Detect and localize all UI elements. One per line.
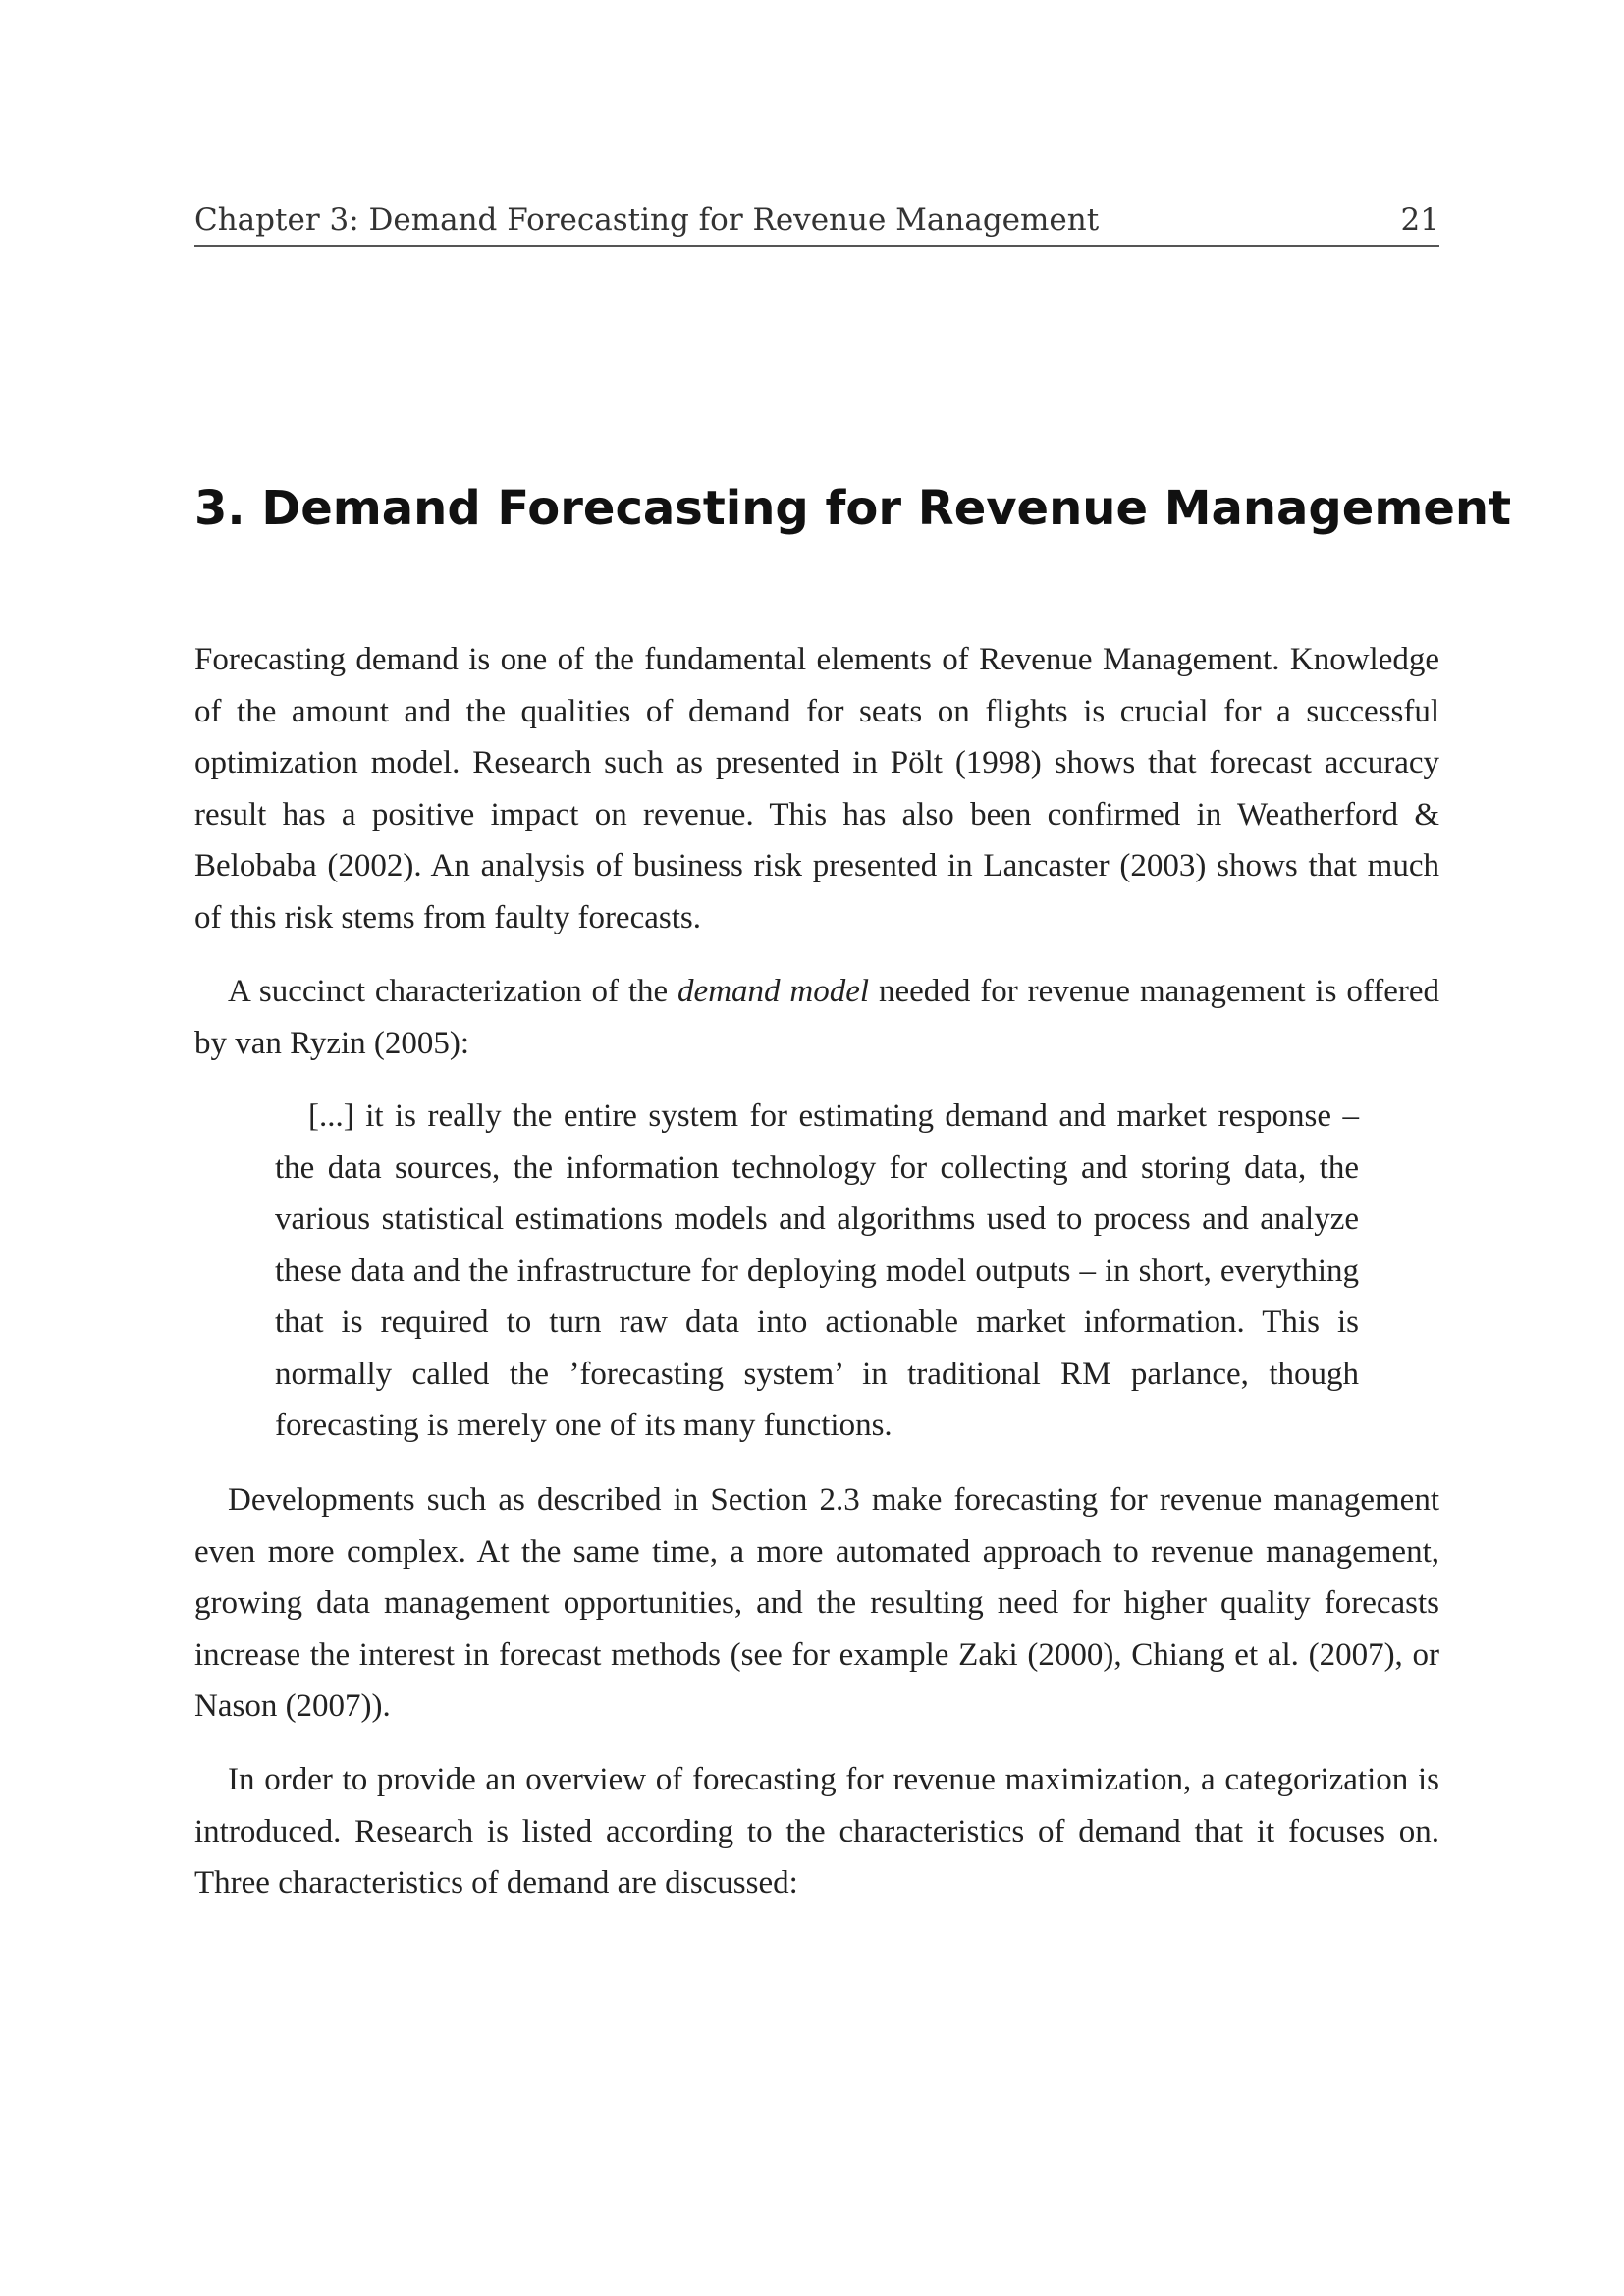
page-number: 21 <box>1400 202 1439 238</box>
paragraph-intro: Forecasting demand is one of the fundamental elements of Revenue Management. Knowledge of the amount and the qualities of demand for seats on flights is crucial for a successful optimization model. Research such as presented in Pölt (1998) shows that forecast accuracy result has a positive impact on revenue. This has also been confirmed in Weatherford & Belobaba (2002). An analysis of business risk presented in Lancaster (2003) shows that much of this risk stems from faulty forecasts. <box>194 642 1439 935</box>
block-quote: [...] it is really the entire system for estimating demand and market response – the data sources, the information technology for collecting and storing data, the various statistical estimations models and algorithms used to process and analyze these data and the infrastructure for deploying model outputs – in short, everything that is required to turn raw data into actionable market information. This is normally called the ’forecasting system’ in traditional RM parlance, though forecasting is merely one of its many functions. <box>275 1098 1359 1443</box>
paragraph-demand-model <box>194 966 1439 1069</box>
chapter-heading: 3. Demand Forecasting for Revenue Management <box>194 481 1512 536</box>
paragraph-categorization: In order to provide an overview of forecasting for revenue maximization, a categorization is introduced. Research is listed according to the characteristics of demand that it focuses on. Three characteristics of demand are discussed: <box>194 1762 1439 1900</box>
emphasis-demand-model: demand model <box>677 974 870 1009</box>
paragraph-developments: Developments such as described in Section 2.3 make forecasting for revenue management even more complex. At the same time, a more automated approach to revenue management, growing data management opportunities, and the resulting need for higher quality forecasts increase the interest in forecast methods (see for example Zaki (2000), Chiang et al. (2007), or Nason (2007)). <box>194 1482 1439 1724</box>
paragraph-demand-model-tail: needed for revenue management is offered by van Ryzin (2005): <box>194 974 1439 1061</box>
paragraph-demand-model-lead: A succinct characterization of the <box>228 974 678 1009</box>
running-header <box>194 202 1439 247</box>
running-header-title: Chapter 3: Demand Forecasting for Revenue Management <box>194 202 1100 238</box>
